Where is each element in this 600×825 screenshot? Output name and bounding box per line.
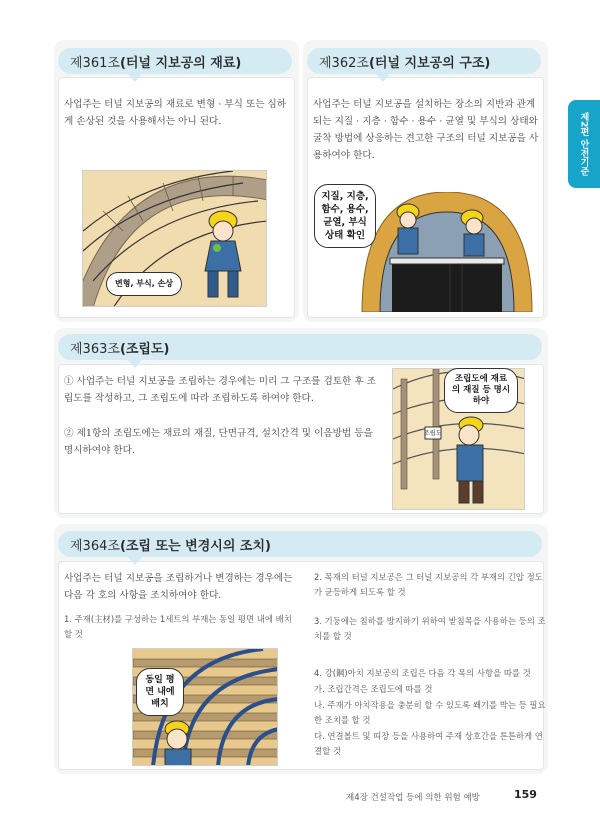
header-tail [128, 557, 142, 565]
article-364-intro: 사업주는 터널 지보공을 조립하거나 변경하는 경우에는 다음 각 호의 사항을 조치하여야 한다. [64, 573, 293, 601]
article-364-item-2: 2. 목재의 터널 지보공은 그 터널 지보공의 각 부재의 긴압 정도가 균등하게 되도록 할 것 [314, 572, 543, 597]
speech-bubble-362: 지질, 지층, 함수, 용수, 균열, 부식 상태 확인 [314, 184, 376, 248]
side-section-tab: 제2편 안전기준 [568, 100, 600, 188]
article-364-header: 제364조 (조립 또는 변경시의 조치) [58, 531, 542, 557]
page-number: 159 [514, 788, 537, 801]
speech-bubble-361: 변형, 부식, 손상 [106, 272, 182, 296]
speech-bubble-363: 조립도에 재료의 재질 등 명시하야 [444, 368, 518, 413]
article-362-body: 사업주는 터널 지보공을 설치하는 장소의 지반과 관계되는 지질 · 지층 · 함수 · 용수 · 균열 및 부식의 상태와 굴착 방법에 상응하는 견고한 구조의 터널 지보공을 사용하여야 한다. [313, 99, 539, 161]
article-364-item-4-ga: 가. 조립간격은 조립도에 따를 것 [314, 684, 433, 694]
article-361-body: 사업주는 터널 지보공의 재료로 변형 · 부식 또는 심하게 손상된 것을 사용해서는 아니 된다. [64, 99, 287, 127]
article-364-item-1: 1. 주재(主材)를 구성하는 1세트의 부재는 동일 평면 내에 배치할 것 [64, 614, 292, 639]
header-tail [128, 360, 142, 368]
header-tail [376, 74, 390, 82]
article-364-item-4: 4. 강(鋼)아치 지보공의 조립은 다음 각 목의 사항을 따를 것 [314, 668, 531, 678]
illustration-362 [352, 192, 542, 312]
article-364-item-3: 3. 기둥에는 침하를 방지하기 위하여 받침목을 사용하는 등의 조치를 할 것 [314, 616, 546, 641]
assembly-drawing-label: 조립도 [424, 430, 442, 437]
article-363-para-2: ② 제1항의 조립도에는 재료의 재질, 단면규격, 설치간격 및 이음방법 등을 명시하여야 한다. [64, 428, 373, 456]
article-363-para-1: ① 사업주는 터널 지보공을 조립하는 경우에는 미리 그 구조를 검토한 후 조립도를 작성하고, 그 조립도에 따라 조립하도록 하여야 한다. [64, 376, 376, 404]
chapter-footer: 제4장 건설작업 등에 의한 위험 예방 [346, 793, 480, 803]
article-363-header: 제363조 (조립도) [58, 334, 542, 360]
article-362-header: 제362조 (터널 지보공의 구조) [307, 48, 541, 74]
speech-bubble-364: 동일 평면 내에 배치 [136, 668, 184, 716]
article-361-header: 제361조 (터널 지보공의 재료) [58, 48, 292, 74]
article-364-item-4-da: 다. 연결볼트 및 띠장 등을 사용하여 주재 상호간을 튼튼하게 연결할 것 [314, 731, 543, 756]
article-364-item-4-na: 나. 주재가 아치작용을 충분히 할 수 있도록 쐐기를 박는 등 필요한 조치를 할 것 [314, 700, 546, 725]
header-tail [128, 74, 142, 82]
